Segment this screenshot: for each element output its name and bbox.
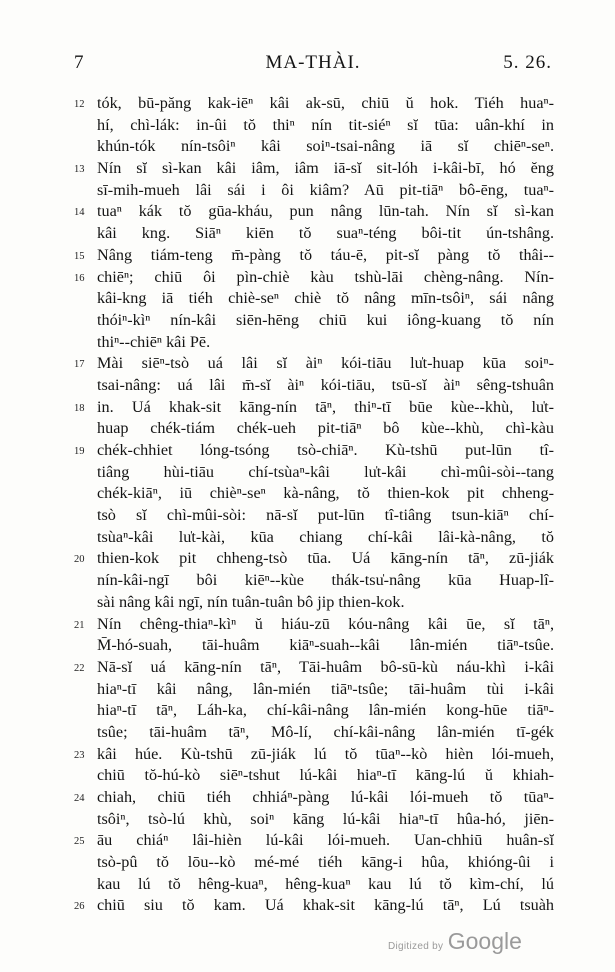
text-line <box>74 462 554 484</box>
verse-number: 22 <box>74 662 85 674</box>
text-line <box>74 267 554 289</box>
text-line <box>74 375 554 397</box>
text-line <box>74 700 554 722</box>
digitization-watermark <box>388 928 522 955</box>
verse-number: 24 <box>74 793 85 804</box>
line-text: sài nâng kâi ngī, nín tuân-tuân bô jip thien-kok. <box>97 592 405 611</box>
text-line <box>74 505 554 527</box>
line-text: tsò-pû tŏ lōu--kò mé-mé tiéh kāng-i hûa, khióng-ûi i <box>97 853 554 872</box>
text-line <box>74 115 554 137</box>
line-text: kâi-kng iā tiéh chiè-seⁿ chiè tŏ nâng mīn-tsôiⁿ, sái nâng <box>97 289 554 308</box>
text-line <box>74 440 554 462</box>
text-line <box>74 93 554 115</box>
text-line <box>74 614 554 636</box>
verse-number: 18 <box>74 402 85 414</box>
verse-number: 17 <box>74 359 85 371</box>
text-line <box>74 592 554 614</box>
text-line <box>74 895 554 917</box>
line-text: tuaⁿ kák tŏ gūa-kháu, pun nâng lūn-tah. Nín sĭ sì-kan <box>97 202 554 221</box>
line-text: hí, chì-lák: in-ûi tŏ thiⁿ nín tit-siéⁿ sĭ tūa: uân-khí in <box>97 115 554 134</box>
line-text: tsùaⁿ-kâi lu̍t-kài, kūa chiang chí-kâi lâi-kà-nâng, tŏ <box>97 527 554 546</box>
text-line <box>74 180 554 202</box>
line-text: tsai-nâng: uá lâi m̄-sĭ àiⁿ kói-tiāu, tsū-sĭ àiⁿ sêng-tshuân <box>97 375 554 394</box>
text-line <box>74 657 554 679</box>
text-line <box>74 483 554 505</box>
book-title: MA-THÀI. <box>265 52 361 73</box>
line-text: thien-kok pit chheng-tsò tūa. Uá kāng-nín tāⁿ, zū-jiák <box>97 549 554 568</box>
line-text: khún-tók nín-tsôiⁿ kâi soiⁿ-tsai-nâng iā sĭ chiēⁿ-seⁿ. <box>97 137 554 156</box>
text-line <box>74 397 554 419</box>
text-line <box>74 353 554 375</box>
line-text: chék-kiāⁿ, iū chièⁿ-seⁿ kà-nâng, tŏ thien-kok pit chheng- <box>97 484 554 503</box>
text-line <box>74 418 554 440</box>
verse-number: 16 <box>74 272 85 284</box>
text-line <box>74 635 554 657</box>
text-line <box>74 722 554 744</box>
line-text: kau lú tŏ hêng-kuaⁿ, hêng-kuaⁿ kau lú tŏ kìm-chí, lú <box>97 874 554 893</box>
line-text: tók, bū-păng kak-iēⁿ kâi ak-sū, chiū ŭ hok. Tiéh huaⁿ- <box>97 94 554 112</box>
line-text: sī-mih-mueh lâi sái i ôi kiâm? Aū pit-tiāⁿ bô-ēng, tuaⁿ- <box>97 180 554 199</box>
line-text: chiū siu tŏ kam. Uá khak-sit kāng-lú tāⁿ, Lú tsuàh <box>97 896 554 915</box>
verse-number: 19 <box>74 446 85 457</box>
line-text: āu chiáⁿ lâi-hièn lú-kâi lói-mueh. Uan-chhiū huân-sĭ <box>97 831 554 850</box>
text-line <box>74 310 554 332</box>
text-line <box>74 158 554 180</box>
google-logo: Google <box>447 928 522 954</box>
line-text: huap chék-tiám chék-ueh pit-tiāⁿ bô kùe--khù, chì-kàu <box>97 419 554 438</box>
running-header <box>74 52 552 78</box>
text-line <box>74 787 554 809</box>
line-text: thóiⁿ-kìⁿ nín-kâi siēn-hēng chiū kui iông-kuang tŏ nín <box>97 310 554 329</box>
page-number: 7 <box>74 52 85 73</box>
line-text: Nâng tiám-teng m̄-pàng tŏ táu-ē, pit-sĭ pàng tŏ thâi-- <box>97 245 554 264</box>
line-text: M̄-hó-suah, tāi-huâm kiāⁿ-suah--kâi lân-mién tiāⁿ-tsûe. <box>97 636 554 655</box>
scripture-text-block <box>74 93 554 917</box>
line-text: kâi kng. Siāⁿ kiēn tŏ suaⁿ-téng bôi-tit ún-tshâng. <box>97 224 554 243</box>
text-line <box>74 136 554 158</box>
line-text: thiⁿ--chiēⁿ kâi Pē. <box>97 332 211 351</box>
text-line <box>74 809 554 831</box>
line-text: Nín chêng-thiaⁿ-kìⁿ ŭ hiáu-zū kóu-nâng kâi ūe, sĭ tāⁿ, <box>97 614 554 633</box>
line-text: chék-chhiet lóng-tsóng tsò-chiāⁿ. Kù-tshū put-lūn tî- <box>97 441 554 459</box>
chapter-verse-reference: 5. 26. <box>503 52 552 73</box>
verse-number: 21 <box>74 619 85 631</box>
line-text: hiaⁿ-tī tāⁿ, Láh-ka, chí-kâi-nâng lân-mién kong-hūe tiāⁿ- <box>97 701 554 720</box>
verse-number: 13 <box>74 164 85 176</box>
text-line <box>74 744 554 766</box>
text-line <box>74 201 554 223</box>
text-line <box>74 830 554 852</box>
text-line <box>74 852 554 874</box>
line-text: tsôiⁿ, tsò-lú khù, soiⁿ kāng lú-kâi hiaⁿ-tī hûa-hó, jiēn- <box>97 809 554 828</box>
line-text: nín-kâi-ngī bôi kiēⁿ--kùe thák-tsu̍-nâng kūa Huap-lî- <box>97 571 554 590</box>
line-text: chiēⁿ; chiū ôi pìn-chiè kàu tshù-lāi chèng-nâng. Nín- <box>97 267 554 286</box>
verse-number: 23 <box>74 749 85 761</box>
text-line <box>74 548 554 570</box>
line-text: tsò sĭ chì-mûi-sòi: nā-sĭ put-lūn tî-tiâng tsun-kiāⁿ chí- <box>97 506 554 525</box>
line-text: Nín sĭ sì-kan kâi iâm, iâm iā-sĭ sit-lóh i-kâi-bī, hó ĕng <box>97 159 554 178</box>
text-line <box>74 245 554 267</box>
verse-number: 26 <box>74 901 85 913</box>
line-text: Nā-sĭ uá kāng-nín tāⁿ, Tāi-huâm bô-sū-kù náu-khì i-kâi <box>97 657 554 676</box>
text-line <box>74 679 554 701</box>
line-text: kâi húe. Kù-tshū zū-jiák lú tŏ tūaⁿ--kò hièn lói-mueh, <box>97 744 554 763</box>
line-text: tsûe; tāi-huâm tāⁿ, Mô-lí, chí-kâi-nâng lân-mién tī-gék <box>97 722 554 741</box>
text-line <box>74 570 554 592</box>
verse-number: 14 <box>74 207 85 219</box>
text-line <box>74 874 554 896</box>
text-line <box>74 332 554 354</box>
verse-number: 15 <box>74 250 85 262</box>
line-text: hiaⁿ-tī kâi nâng, lân-mién tiāⁿ-tsûe; tāi-huâm tùi i-kâi <box>97 679 554 698</box>
text-line <box>74 765 554 787</box>
text-line <box>74 288 554 310</box>
verse-number: 25 <box>74 836 85 848</box>
text-line <box>74 223 554 245</box>
text-line <box>74 527 554 549</box>
line-text: Mài siēⁿ-tsò uá lâi sĭ àiⁿ kói-tiāu lu̍t-huap kūa soiⁿ- <box>97 354 554 373</box>
verse-number: 12 <box>74 99 85 110</box>
line-text: tiâng hùi-tiāu chí-tsùaⁿ-kâi lu̍t-kâi chì-mûi-sòi--tang <box>97 462 554 481</box>
line-text: chiah, chiū tiéh chhiáⁿ-pàng lú-kâi lói-mueh tŏ tūaⁿ- <box>97 788 554 806</box>
line-text: in. Uá khak-sit kāng-nín tāⁿ, thiⁿ-tī būe kùe--khù, lu̍t- <box>97 397 554 416</box>
verse-number: 20 <box>74 554 85 566</box>
digitized-by-label: Digitized by <box>388 941 444 952</box>
line-text: chiū tŏ-hú-kò siēⁿ-tshut lú-kâi hiaⁿ-tī kāng-lú ŭ khiah- <box>97 766 554 785</box>
